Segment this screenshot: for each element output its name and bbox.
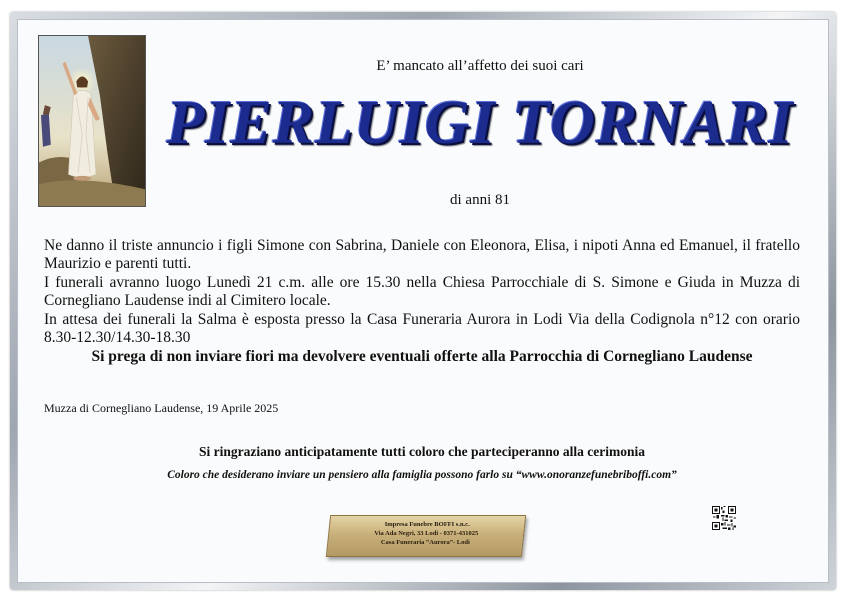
deceased-name: PIERLUIGI TORNARI [166, 89, 794, 157]
qr-code-icon[interactable] [712, 506, 736, 530]
intro-line: E’ mancato all’affetto dei suoi cari [376, 58, 584, 74]
place-date: Muzza di Cornegliano Laudense, 19 Aprile 2025 [44, 401, 279, 415]
plaque-company: Impresa Funebre BOFFI s.n.c. [384, 521, 470, 528]
viewing-paragraph: In attesa dei funerali la Salma è esposta presso la Casa Funeraria Aurora in Lodi Via della Codignola n°12 con orario 8.30-12.30/14.30-18.30 [44, 310, 800, 347]
plaque-funeral-home: Casa Funeraria “Aurora”- Lodi [380, 539, 470, 546]
plaque-address: Via Ada Negri, 33 Lodi - 0371-431025 [374, 530, 479, 537]
risen-christ-image [38, 35, 146, 207]
age-line: di anni 81 [450, 192, 510, 208]
funeral-home-plaque [326, 515, 526, 557]
online-message: Coloro che desiderano inviare un pensiero alla famiglia possono farlo su “www.onoranzefunebriboffi.com” [167, 469, 677, 481]
family-paragraph: Ne danno il triste annuncio i figli Simone con Sabrina, Daniele con Eleonora, Elisa, i nipoti Anna ed Emanuel, il fratello Maurizio e parenti tutti. [44, 237, 800, 273]
announcement-body [44, 237, 800, 367]
flowers-notice: Si prega di non inviare fiori ma devolvere eventuali offerte alla Parrocchia di Cornegliano Laudense [91, 348, 753, 366]
thanks-line: Si ringraziano anticipatamente tutti coloro che parteciperanno alla cerimonia [199, 444, 645, 459]
funeral-paragraph: I funerali avranno luogo Lunedì 21 c.m. alle ore 15.30 nella Chiesa Parrocchiale di S. Simone e Giuda in Muzza di Cornegliano Laudense indi al Cimitero locale. [44, 273, 800, 310]
